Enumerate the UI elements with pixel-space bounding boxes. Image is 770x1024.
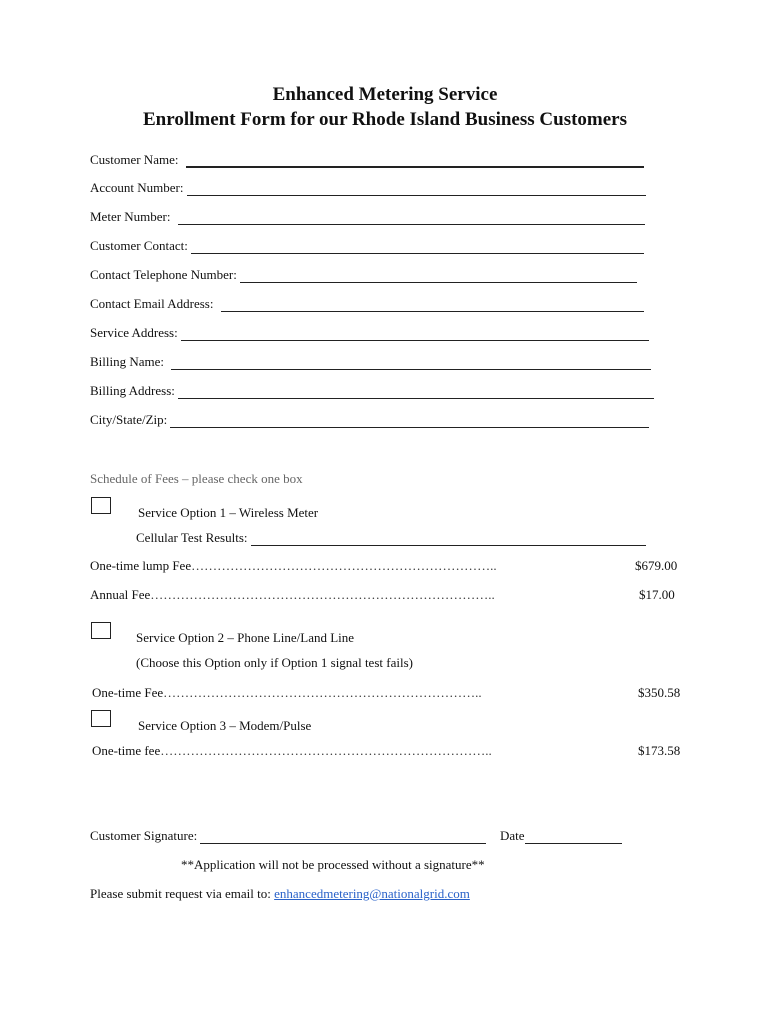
dot-leader: …………………………………………………………………….. [150,587,495,602]
cellular-test-field[interactable] [136,530,646,546]
dot-leader: …………………………………………………………….. [191,558,497,573]
signature-notice: **Application will not be processed without a signature** [181,857,485,872]
fees-heading: Schedule of Fees – please check one box [90,471,303,486]
city-state-zip-field[interactable] [90,412,649,428]
field-label: Contact Email Address: [90,296,214,311]
date-label: Date [500,828,525,843]
lump-fee-amount: $679.00 [635,558,678,573]
service-address-input[interactable] [181,329,649,341]
option-1-label: Service Option 1 – Wireless Meter [138,505,319,520]
signature-input[interactable] [200,832,486,844]
contact-email-field[interactable] [90,296,644,312]
email-link[interactable]: enhancedmetering@nationalgrid.com [274,886,470,901]
billing-address-field[interactable] [90,383,654,399]
billing-address-input[interactable] [178,387,654,399]
option-2-fee-label: One-time Fee [92,685,164,700]
billing-name-field[interactable] [90,354,651,370]
meter-number-field[interactable] [90,209,645,225]
date-input[interactable] [525,832,622,844]
dot-leader: ……………………………………………………………….. [163,685,482,700]
annual-fee-label: Annual Fee [90,587,151,602]
option-3-fee-label: One-time fee [92,743,161,758]
option-1-checkbox[interactable] [91,497,111,514]
option-3-fee-row [92,743,492,759]
field-label: Cellular Test Results: [136,530,248,545]
contact-telephone-field[interactable] [90,267,637,283]
contact-email-input[interactable] [221,300,644,312]
annual-fee-amount: $17.00 [639,587,675,602]
billing-name-input[interactable] [171,358,651,370]
lump-fee-label: One-time lump Fee [90,558,192,573]
field-label: City/State/Zip: [90,412,168,427]
city-state-zip-input[interactable] [170,416,649,428]
field-label: Customer Contact: [90,238,188,253]
field-label: Account Number: [90,180,184,195]
option-3-fee-amount: $173.58 [638,743,681,758]
field-label: Service Address: [90,325,178,340]
form-subtitle: Enrollment Form for our Rhode Island Business Customers [142,109,628,130]
lump-fee-row [90,558,497,574]
field-label: Billing Address: [90,383,175,398]
service-address-field[interactable] [90,325,649,341]
submit-text: Please submit request via email to: [90,886,271,901]
option-2-note: (Choose this Option only if Option 1 signal test fails) [136,655,413,670]
customer-name-input[interactable] [186,155,644,168]
field-label: Meter Number: [90,209,171,224]
option-2-label: Service Option 2 – Phone Line/Land Line [136,630,355,645]
account-number-field[interactable] [90,180,646,196]
cellular-test-input[interactable] [251,534,646,546]
option-3-checkbox[interactable] [91,710,111,727]
field-label: Contact Telephone Number: [90,267,237,282]
option-2-fee-row [92,685,482,701]
date-field[interactable] [500,828,622,844]
signature-label: Customer Signature: [90,828,198,843]
account-number-input[interactable] [187,184,646,196]
customer-contact-input[interactable] [191,242,644,254]
form-title: Enhanced Metering Service [272,84,498,105]
customer-name-field[interactable] [90,152,644,168]
option-2-checkbox[interactable] [91,622,111,639]
signature-field[interactable] [90,828,486,844]
contact-telephone-input[interactable] [240,271,637,283]
annual-fee-row [90,587,495,603]
meter-number-input[interactable] [178,213,645,225]
option-2-fee-amount: $350.58 [638,685,681,700]
customer-contact-field[interactable] [90,238,644,254]
option-3-label: Service Option 3 – Modem/Pulse [138,718,312,733]
field-label: Billing Name: [90,354,165,369]
dot-leader: ………………………………………………………………….. [160,743,492,758]
submit-instructions [90,886,470,902]
field-label: Customer Name: [90,152,179,167]
